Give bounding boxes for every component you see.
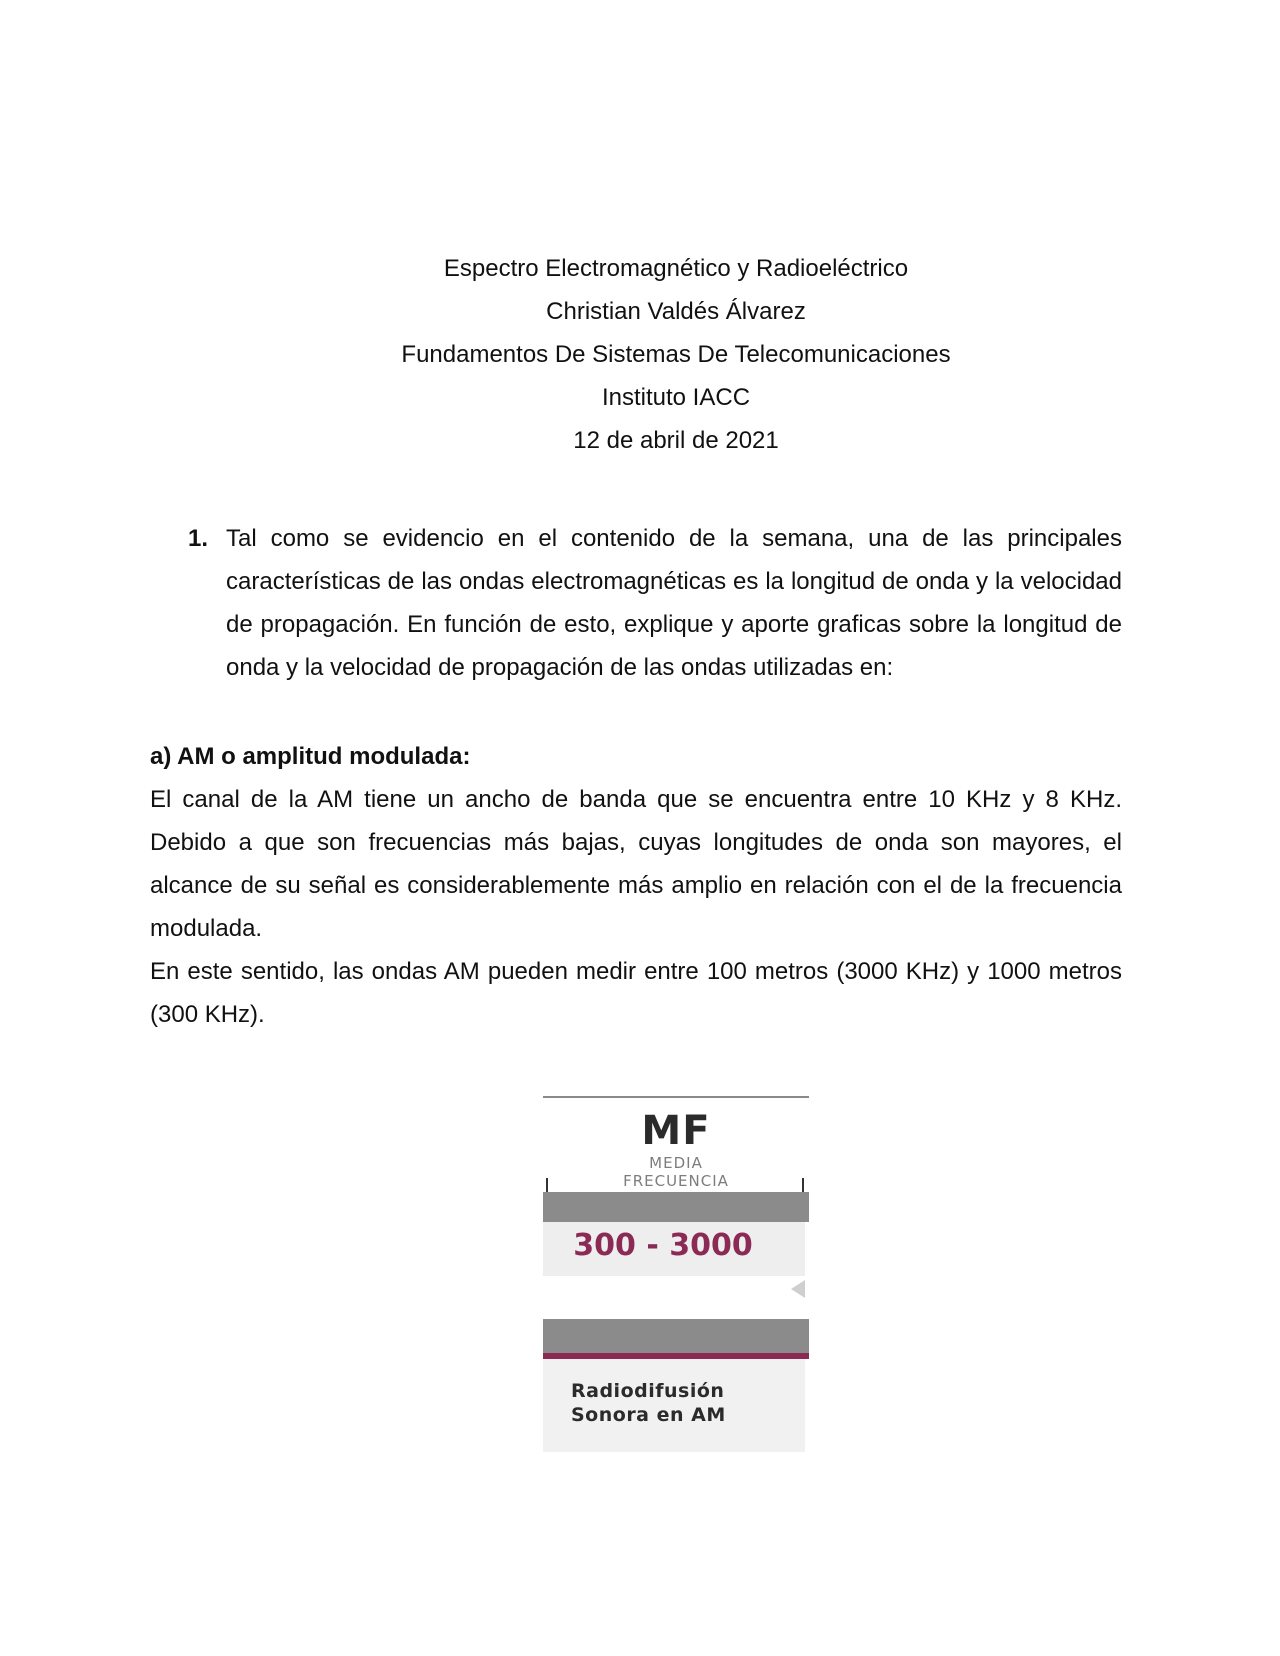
band-usage bbox=[571, 1379, 801, 1427]
band-name bbox=[543, 1154, 809, 1190]
question-number: 1. bbox=[188, 525, 209, 552]
course-name: Fundamentos De Sistemas De Telecomunicaciones bbox=[401, 341, 951, 368]
document-date: 12 de abril de 2021 bbox=[573, 427, 779, 454]
band-tick-left bbox=[546, 1178, 548, 1192]
question-text: Tal como se evidencio en el contenido de la semana, una de las principales características de las ondas electromagnéticas es la longitud de onda y la velocidad de propagación. En función de esto, explique y aporte graficas sobre la longitud de onda y la velocidad de propagación de las ondas utilizadas en: bbox=[226, 525, 1122, 681]
band-name-line-2: FRECUENCIA bbox=[623, 1172, 729, 1190]
section-paragraph-2: En este sentido, las ondas AM pueden medir entre 100 metros (3000 KHz) y 1000 metros (300 KHz). bbox=[150, 958, 1122, 1028]
mf-band-figure bbox=[543, 1096, 809, 1452]
band-abbreviation: MF bbox=[641, 1108, 711, 1154]
pointer-triangle-icon bbox=[791, 1280, 805, 1298]
document-title: Espectro Electromagnético y Radioeléctrico bbox=[443, 255, 909, 282]
frequency-range: 300 - 3000 bbox=[573, 1228, 753, 1263]
band-name-line-1: MEDIA bbox=[649, 1154, 703, 1172]
figure-top-rule bbox=[543, 1096, 809, 1098]
institution-name: Instituto IACC bbox=[601, 384, 751, 411]
question-item bbox=[150, 517, 1122, 689]
section-heading: a) AM o amplitud modulada: bbox=[150, 743, 471, 770]
band-header-bar bbox=[543, 1192, 809, 1222]
title-block bbox=[0, 247, 1280, 462]
band-tick-right bbox=[802, 1178, 804, 1192]
section-am bbox=[150, 735, 1122, 1036]
band-usage-line-1: Radiodifusión bbox=[571, 1380, 725, 1402]
section-paragraph-1: El canal de la AM tiene un ancho de banda que se encuentra entre 10 KHz y 8 KHz. Debido a que son frecuencias más bajas, cuyas longitudes de onda son mayores, el alcance de su señal es considerablemente más amplio en relación con el de la frecuencia modulada. bbox=[150, 786, 1122, 942]
author-name: Christian Valdés Álvarez bbox=[546, 298, 806, 325]
band-usage-line-2: Sonora en AM bbox=[571, 1404, 726, 1426]
usage-header-bar bbox=[543, 1319, 809, 1353]
